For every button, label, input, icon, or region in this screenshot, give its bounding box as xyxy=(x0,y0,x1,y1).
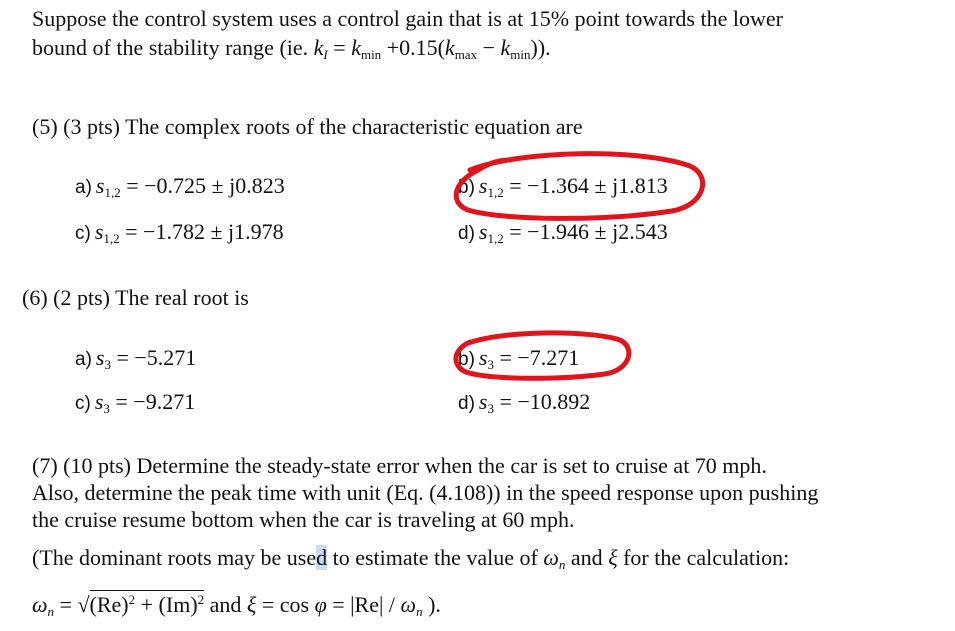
root-sub: 3 xyxy=(104,357,111,372)
root-value: = −1.364 ± j1.813 xyxy=(503,173,668,198)
q5-option-b[interactable] xyxy=(458,173,668,199)
option-letter: d) xyxy=(458,223,475,244)
omega-n-subscript: n xyxy=(47,604,55,619)
formula-cos: = cos xyxy=(256,592,315,617)
root-value: = −9.271 xyxy=(109,389,196,414)
formula-phi: φ xyxy=(314,592,327,617)
root-var: s xyxy=(94,219,104,244)
k-max-symbol: k xyxy=(444,35,455,60)
root-sub: 1,2 xyxy=(104,185,121,200)
re-square: 2 xyxy=(128,592,136,607)
root-sub: 1,2 xyxy=(103,231,120,246)
note-text-a: (The dominant roots may be use xyxy=(32,545,317,570)
k-symbol: k xyxy=(313,35,324,60)
root-value: = −0.725 ± j0.823 xyxy=(120,173,285,198)
q5-option-a[interactable] xyxy=(75,173,285,199)
xi-symbol: ξ xyxy=(608,545,618,570)
sqrt-radicand xyxy=(90,590,205,618)
root-var: s xyxy=(478,389,488,414)
plus-factor: +0.15( xyxy=(381,35,445,60)
formula-omega: ω xyxy=(400,592,417,617)
root-sub: 1,2 xyxy=(487,185,504,200)
root-var: s xyxy=(94,389,104,414)
q6-option-b[interactable] xyxy=(458,345,579,371)
option-letter: d) xyxy=(458,393,475,414)
q5-option-d[interactable] xyxy=(458,219,668,245)
formula-omega-sub: n xyxy=(416,604,423,619)
root-value: = −5.271 xyxy=(110,345,197,370)
minus: − xyxy=(477,35,501,60)
im-square: 2 xyxy=(197,592,205,607)
intro-line-2-text: bound of the stability range (ie. xyxy=(32,35,309,60)
k-subscript-i: I xyxy=(323,47,328,62)
note-text-c: for the calculation: xyxy=(617,545,790,570)
root-var: s xyxy=(95,345,105,370)
root-var: s xyxy=(478,219,488,244)
k-min-symbol-2: k xyxy=(500,35,511,60)
sqrt-expression xyxy=(77,590,204,618)
im-term: + (Im) xyxy=(135,592,198,617)
formula-xi: ξ xyxy=(246,592,257,617)
root-value: = −7.271 xyxy=(493,345,580,370)
option-letter: a) xyxy=(75,177,92,198)
root-var: s xyxy=(95,173,105,198)
equals: = xyxy=(327,35,352,60)
option-letter: a) xyxy=(75,349,92,370)
intro-line-2 xyxy=(32,35,551,61)
formula-equals: = xyxy=(54,592,78,617)
re-term: (Re) xyxy=(89,592,129,617)
option-letter: c) xyxy=(75,393,91,414)
formula-abs: = |Re| / xyxy=(326,592,401,617)
formula-end: ). xyxy=(422,592,441,617)
q6-option-d[interactable] xyxy=(458,389,590,415)
q7-line-1: (7) (10 pts) Determine the steady-state error when the car is set to cruise at 70 mph. xyxy=(32,453,767,478)
root-sub: 3 xyxy=(487,401,494,416)
formula-and: and xyxy=(204,592,247,617)
k-min-subscript-2: min xyxy=(510,47,531,62)
root-sub: 1,2 xyxy=(487,231,504,246)
sqrt-icon: √ xyxy=(77,592,90,617)
root-sub: 3 xyxy=(487,357,494,372)
q6-option-a[interactable] xyxy=(75,345,196,371)
q6-option-c[interactable] xyxy=(75,389,195,415)
k-max-subscript: max xyxy=(454,47,478,62)
note-text-b: to estimate the value of xyxy=(327,545,544,570)
q7-line-2: Also, determine the peak time with unit (Eq. (4.108)) in the speed response upon pushing xyxy=(32,480,819,505)
intro-line-1: Suppose the control system uses a control gain that is at 15% point towards the lower xyxy=(32,6,783,31)
q7-note xyxy=(32,545,789,571)
option-letter: b) xyxy=(458,177,475,198)
option-letter: c) xyxy=(75,223,91,244)
root-sub: 3 xyxy=(103,401,110,416)
text-cursor-highlight: d xyxy=(316,545,328,570)
omega-subscript: n xyxy=(558,557,566,572)
root-value: = −10.892 xyxy=(493,389,591,414)
root-var: s xyxy=(478,345,488,370)
q5-option-c[interactable] xyxy=(75,219,284,245)
omega-n-symbol: ω xyxy=(32,592,48,617)
k-min-symbol: k xyxy=(351,35,361,60)
q5-title: (5) (3 pts) The complex roots of the characteristic equation are xyxy=(32,114,583,139)
root-value: = −1.946 ± j2.543 xyxy=(503,219,668,244)
q6-title: (6) (2 pts) The real root is xyxy=(22,285,249,310)
option-letter: b) xyxy=(458,349,475,370)
k-min-subscript: min xyxy=(360,47,382,62)
q7-line-3: the cruise resume bottom when the car is traveling at 60 mph. xyxy=(32,507,575,532)
root-var: s xyxy=(478,173,488,198)
close-paren: )). xyxy=(530,35,551,60)
root-value: = −1.782 ± j1.978 xyxy=(119,219,284,244)
omega-symbol: ω xyxy=(543,545,559,570)
q7-formula xyxy=(32,590,441,618)
note-and: and xyxy=(565,545,609,570)
